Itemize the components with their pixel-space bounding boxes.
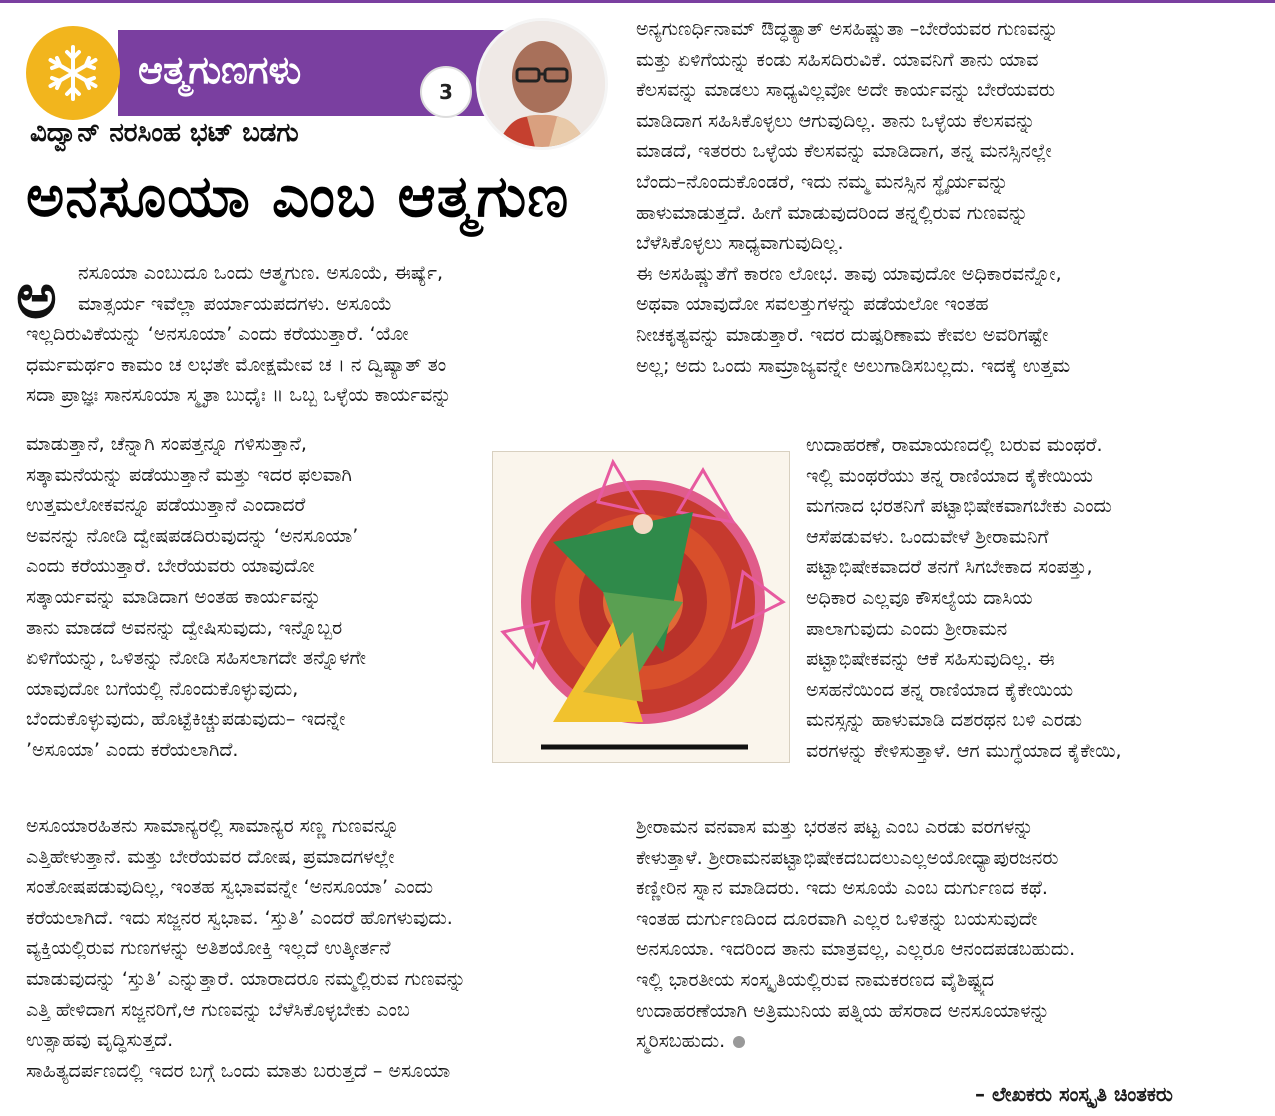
text-line: ಉದಾಹರಣೆಯಾಗಿ ಅತ್ರಿಮುನಿಯ ಪತ್ನಿಯ ಹೆಸರಾದ ಅನಸೂಯಾಳನ್ನು bbox=[636, 999, 1050, 1022]
text-line: ನೀಚಕೃತ್ಯವನ್ನು ಮಾಡುತ್ತಾರೆ. ಇದರ ದುಷ್ಪರಿಣಾಮ ಕೇವಲ ಅವರಿಗಷ್ಟೇ bbox=[636, 323, 1049, 346]
text-line: ಧರ್ಮಮರ್ಥಂ ಕಾಮಂ ಚ ಲಭತೇ ಮೋಕ್ಷಮೇವ ಚ । ನ ದ್ವಿಷ್ಯಾತ್ ತಂ bbox=[26, 353, 447, 376]
text-line: ಮಾಡುತ್ತಾನೆ, ಚೆನ್ನಾಗಿ ಸಂಪತ್ತನ್ನೂ ಗಳಿಸುತ್ತಾನೆ, bbox=[26, 433, 307, 455]
drop-cap: ಅ bbox=[16, 259, 57, 332]
text-line: ಆಸೆಪಡುವಳು. ಒಂದುವೇಳೆ ಶ್ರೀರಾಮನಿಗೆ bbox=[806, 525, 1049, 548]
text-line: ಪಾಲಾಗುವುದು ಎಂದು ಶ್ರೀರಾಮನ bbox=[806, 617, 1008, 640]
right-column-top bbox=[636, 14, 1228, 381]
text-line: ಬೆಂದುಕೊಳ್ಳುವುದು, ಹೊಟ್ಟೆಕಿಚ್ಚುಪಡುವುದು– ಇದನ್ನೇ bbox=[26, 708, 346, 731]
text-line: ಮಾಡಿದಾಗ ಸಹಿಸಿಕೊಳ್ಳಲು ಆಗುವುದಿಲ್ಲ. ತಾನು ಒಳ್ಳೆಯ ಕೆಲಸವನ್ನು bbox=[636, 109, 1036, 132]
text-line: ಸದಾ ಪ್ರಾಜ್ಞಃ ಸಾನಸೂಯಾ ಸ್ಮೃತಾ ಬುಧೈಃ ॥ ಒಬ್ಬ ಒಳ್ಳೆಯ ಕಾರ್ಯವನ್ನು bbox=[26, 384, 452, 407]
text-line: ಯಾವುದೋ ಬಗೆಯಲ್ಲಿ ನೊಂದುಕೊಳ್ಳುವುದು, bbox=[26, 677, 299, 700]
text-line: ಅಲ್ಲ; ಅದು ಒಂದು ಸಾಮ್ರಾಜ್ಯವನ್ನೇ ಅಲುಗಾಡಿಸಬಲ್ಲದು. ಇದಕ್ಕೆ ಉತ್ತಮ bbox=[636, 354, 1071, 377]
left-column-top-full bbox=[26, 319, 612, 411]
text-line: ಬೆಂದು–ನೊಂದುಕೊಂಡರೆ, ಇದು ನಮ್ಮ ಮನಸ್ಸಿನ ಸ್ಥೈರ್ಯವನ್ನು bbox=[636, 170, 1009, 193]
text-line: ಸಾಹಿತ್ಯದರ್ಪಣದಲ್ಲಿ ಇದರ ಬಗ್ಗೆ ಒಂದು ಮಾತು ಬರುತ್ತದೆ – ಅಸೂಯಾ bbox=[26, 1059, 451, 1082]
text-line: ಇಂತಹ ದುರ್ಗುಣದಿಂದ ದೂರವಾಗಿ ಎಲ್ಲರ ಒಳಿತನ್ನು ಬಯಸುವುದೇ bbox=[636, 907, 1038, 930]
text-line: ಏಳಿಗೆಯನ್ನು, ಒಳಿತನ್ನು ನೋಡಿ ಸಹಿಸಲಾಗದೇ ತನ್ನೊಳಗೇ bbox=[26, 647, 366, 670]
text-line: ಪಟ್ಟಾಭಿಷೇಕವಾದರೆ ತನಗೆ ಸಿಗಬೇಕಾದ ಸಂಪತ್ತು, bbox=[806, 556, 1093, 579]
text-line: ಸ್ಮರಿಸಬಹುದು. bbox=[636, 1026, 1228, 1057]
text-line: ಉದಾಹರಣೆ, ರಾಮಾಯಣದಲ್ಲಿ ಬರುವ ಮಂಥರೆ. bbox=[806, 434, 1103, 456]
snowflake-badge bbox=[26, 26, 120, 120]
text-line: ಅಥವಾ ಯಾವುದೋ ಸವಲತ್ತುಗಳನ್ನು ಪಡೆಯಲೋ ಇಂತಹ bbox=[636, 293, 989, 316]
text-line: ಮಾಡದೆ, ಇತರರು ಒಳ್ಳೆಯ ಕೆಲಸವನ್ನು ಮಾಡಿದಾಗ, ತನ್ನ ಮನಸ್ಸಿನಲ್ಲೇ bbox=[636, 140, 1052, 163]
text-line: ಅಸೂಯಾರಹಿತನು ಸಾಮಾನ್ಯರಲ್ಲಿ ಸಾಮಾನ್ಯರ ಸಣ್ಣ ಗುಣವನ್ನೂ bbox=[26, 815, 400, 837]
text-line: ಇಲ್ಲಿ ಮಂಥರೆಯು ತನ್ನ ರಾಣಿಯಾದ ಕೈಕೇಯಿಯ bbox=[806, 464, 1094, 487]
text-line: ಕೆಲಸವನ್ನು ಮಾಡಲು ಸಾಧ್ಯವಿಲ್ಲವೋ ಅದೇ ಕಾರ್ಯವನ್ನು ಬೇರೆಯವರು bbox=[636, 79, 1056, 102]
text-line: ಮಗನಾದ ಭರತನಿಗೆ ಪಟ್ಟಾಭಿಷೇಕವಾಗಬೇಕು ಎಂದು bbox=[806, 495, 1112, 518]
snowflake-icon bbox=[42, 42, 104, 104]
text-line: ಕೇಳುತ್ತಾಳೆ. ಶ್ರೀರಾಮನಪಟ್ಟಾಭಿಷೇಕದಬದಲುಎಲ್ಲಅಯೋಧ್ಯಾಪುರಜನರು bbox=[636, 846, 1059, 869]
text-line: ಅಸಹನೆಯಿಂದ ತನ್ನ ರಾಣಿಯಾದ ಕೈಕೇಯಿಯ bbox=[806, 678, 1074, 701]
left-column-top bbox=[78, 258, 612, 319]
author-photo bbox=[476, 18, 608, 150]
text-line: ಎಂದು ಕರೆಯುತ್ತಾರೆ. ಬೇರೆಯವರು ಯಾವುದೋ bbox=[26, 555, 315, 578]
text-line: ಉತ್ತಮಲೋಕವನ್ನೂ ಪಡೆಯುತ್ತಾನೆ ಎಂದಾದರೆ bbox=[26, 494, 306, 517]
text-line: ಮಾಡುವುದನ್ನು ‘ಸ್ತುತಿ’ ಎನ್ನುತ್ತಾರೆ. ಯಾರಾದರೂ ನಮ್ಮಲ್ಲಿರುವ ಗುಣವನ್ನು bbox=[26, 967, 466, 990]
text-line: ಅಧಿಕಾರ ಎಲ್ಲವೂ ಕೌಸಲ್ಯೆಯ ದಾಸಿಯ bbox=[806, 586, 1033, 609]
top-rule bbox=[0, 0, 1275, 3]
right-column-narrow bbox=[806, 430, 1228, 767]
text-line: ಶ್ರೀರಾಮನ ವನವಾಸ ಮತ್ತು ಭರತನ ಪಟ್ಟ ಎಂಬ ಎರಡು ವರಗಳನ್ನು bbox=[636, 816, 1034, 838]
left-column-bottom bbox=[26, 811, 612, 1086]
article-headline: ಅನಸೂಯಾ ಎಂಬ ಆತ್ಮಗುಣ bbox=[26, 162, 570, 230]
text-line: ಅನ್ಯಗುಣರ್ಧಿನಾಮ್ ಔದ್ಧತ್ಯಾತ್ ಅಸಹಿಷ್ಣುತಾ –ಬೇರೆಯವರ ಗುಣವನ್ನು bbox=[636, 18, 1059, 40]
text-line: ನಸೂಯಾ ಎಂಬುದೂ ಒಂದು ಆತ್ಮಗುಣ. ಅಸೂಯೆ, ಈರ್ಷ್ಯೆ, bbox=[78, 262, 444, 284]
text-line: ತಾನು ಮಾಡದೆ ಅವನನ್ನು ದ್ವೇಷಿಸುವುದು, ಇನ್ನೊಬ್ಬರ bbox=[26, 616, 343, 639]
author-note: – ಲೇಖಕರು ಸಂಸ್ಕೃತಿ ಚಿಂತಕರು bbox=[975, 1082, 1173, 1106]
text-line: ಮನಸ್ಸನ್ನು ಹಾಳುಮಾಡಿ ದಶರಥನ ಬಳಿ ಎರಡು bbox=[806, 709, 1083, 732]
episode-number-badge: 3 bbox=[420, 66, 472, 118]
left-column-narrow bbox=[26, 429, 478, 766]
author-name: ವಿದ್ವಾನ್ ನರಸಿಂಹ ಭಟ್ ಬಡಗು bbox=[30, 118, 299, 148]
text-line: ಬೆಳೆಸಿಕೊಳ್ಳಲು ಸಾಧ್ಯವಾಗುವುದಿಲ್ಲ. bbox=[636, 232, 844, 255]
text-line: ಈ ಅಸಹಿಷ್ಣುತೆಗೆ ಕಾರಣ ಲೋಭ. ತಾವು ಯಾವುದೋ ಅಧಿಕಾರವನ್ನೋ, bbox=[636, 262, 1062, 285]
text-line: ಅವನನ್ನು ನೋಡಿ ದ್ವೇಷಪಡದಿರುವುದನ್ನು ‘ಅನಸೂಯಾ’ bbox=[26, 524, 359, 547]
end-mark-icon bbox=[733, 1036, 745, 1048]
text-line: ಸಂತೋಷಪಡುವುದಿಲ್ಲ, ಇಂತಹ ಸ್ವಭಾವವನ್ನೇ ‘ಅನಸೂಯಾ’ ಎಂದು bbox=[26, 876, 434, 899]
text-line: ’ಅಸೂಯಾ’ ಎಂದು ಕರೆಯಲಾಗಿದೆ. bbox=[26, 738, 239, 761]
text-line: ಸತ್ಕಾಮನೆಯನ್ನು ಪಡೆಯುತ್ತಾನೆ ಮತ್ತು ಇದರ ಫಲವಾಗಿ bbox=[26, 463, 352, 486]
text-line: ವ್ಯಕ್ತಿಯಲ್ಲಿರುವ ಗುಣಗಳನ್ನು ಅತಿಶಯೋಕ್ತಿ ಇಲ್ಲದೆ ಉತ್ಕೀರ್ತನೆ bbox=[26, 937, 391, 960]
text-line: ವರಗಳನ್ನು ಕೇಳಿಸುತ್ತಾಳೆ. ಆಗ ಮುಗ್ಧೆಯಾದ ಕೈಕೇಯಿ, bbox=[806, 739, 1122, 762]
series-title: ಆತ್ಮಗುಣಗಳು bbox=[138, 48, 302, 92]
text-line: ಕರೆಯಲಾಗಿದೆ. ಇದು ಸಜ್ಜನರ ಸ್ವಭಾವ. ‘ಸ್ತುತಿ’ ಎಂದರೆ ಹೊಗಳುವುದು. bbox=[26, 906, 453, 929]
text-line: ಎತ್ತಿ ಹೇಳಿದಾಗ ಸಜ್ಜನರಿಗೆ,ಆ ಗುಣವನ್ನು ಬೆಳೆಸಿಕೊಳ್ಳಬೇಕು ಎಂಬ bbox=[26, 998, 410, 1021]
dancing-figure-illustration bbox=[492, 451, 790, 763]
text-line: ಹಾಳುಮಾಡುತ್ತದೆ. ಹೀಗೆ ಮಾಡುವುದರಿಂದ ತನ್ನಲ್ಲಿರುವ ಗುಣವನ್ನು bbox=[636, 201, 1029, 224]
text-line: ಇಲ್ಲದಿರುವಿಕೆಯನ್ನು ‘ಅನಸೂಯಾ’ ಎಂದು ಕರೆಯುತ್ತಾರೆ. ‘ಯೋ bbox=[26, 323, 409, 345]
text-line: ಮಾತ್ಸರ್ಯ ಇವೆಲ್ಲಾ ಪರ್ಯಾಯಪದಗಳು. ಅಸೂಯೆ bbox=[78, 292, 392, 315]
text-line: ಎತ್ತಿಹೇಳುತ್ತಾನೆ. ಮತ್ತು ಬೇರೆಯವರ ದೋಷ, ಪ್ರಮಾದಗಳಲ್ಲೇ bbox=[26, 845, 395, 868]
text-line: ಕಣ್ಣೀರಿನ ಸ್ನಾನ ಮಾಡಿದರು. ಇದು ಅಸೂಯೆ ಎಂಬ ದುರ್ಗುಣದ ಕಥೆ. bbox=[636, 877, 1048, 900]
text-line: ಇಲ್ಲಿ ಭಾರತೀಯ ಸಂಸ್ಕೃತಿಯಲ್ಲಿರುವ ನಾಮಕರಣದ ವೈಶಿಷ್ಟ್ಯದ bbox=[636, 968, 995, 991]
text-line: ಮತ್ತು ಏಳಿಗೆಯನ್ನು ಕಂಡು ಸಹಿಸದಿರುವಿಕೆ. ಯಾವನಿಗೆ ತಾನು ಯಾವ bbox=[636, 48, 1039, 71]
text-line: ಅನಸೂಯಾ. ಇದರಿಂದ ತಾನು ಮಾತ್ರವಲ್ಲ, ಎಲ್ಲರೂ ಆನಂದಪಡಬಹುದು. bbox=[636, 938, 1076, 961]
right-column-bottom bbox=[636, 812, 1228, 1057]
text-line: ಪಟ್ಟಾಭಿಷೇಕವನ್ನು ಆಕೆ ಸಹಿಸುವುದಿಲ್ಲ. ಈ bbox=[806, 648, 1055, 671]
text-line: ಸತ್ಕಾರ್ಯವನ್ನು ಮಾಡಿದಾಗ ಅಂತಹ ಕಾರ್ಯವನ್ನು bbox=[26, 585, 322, 608]
text-line: ಉತ್ಸಾಹವು ವೃದ್ಧಿಸುತ್ತದೆ. bbox=[26, 1029, 174, 1052]
